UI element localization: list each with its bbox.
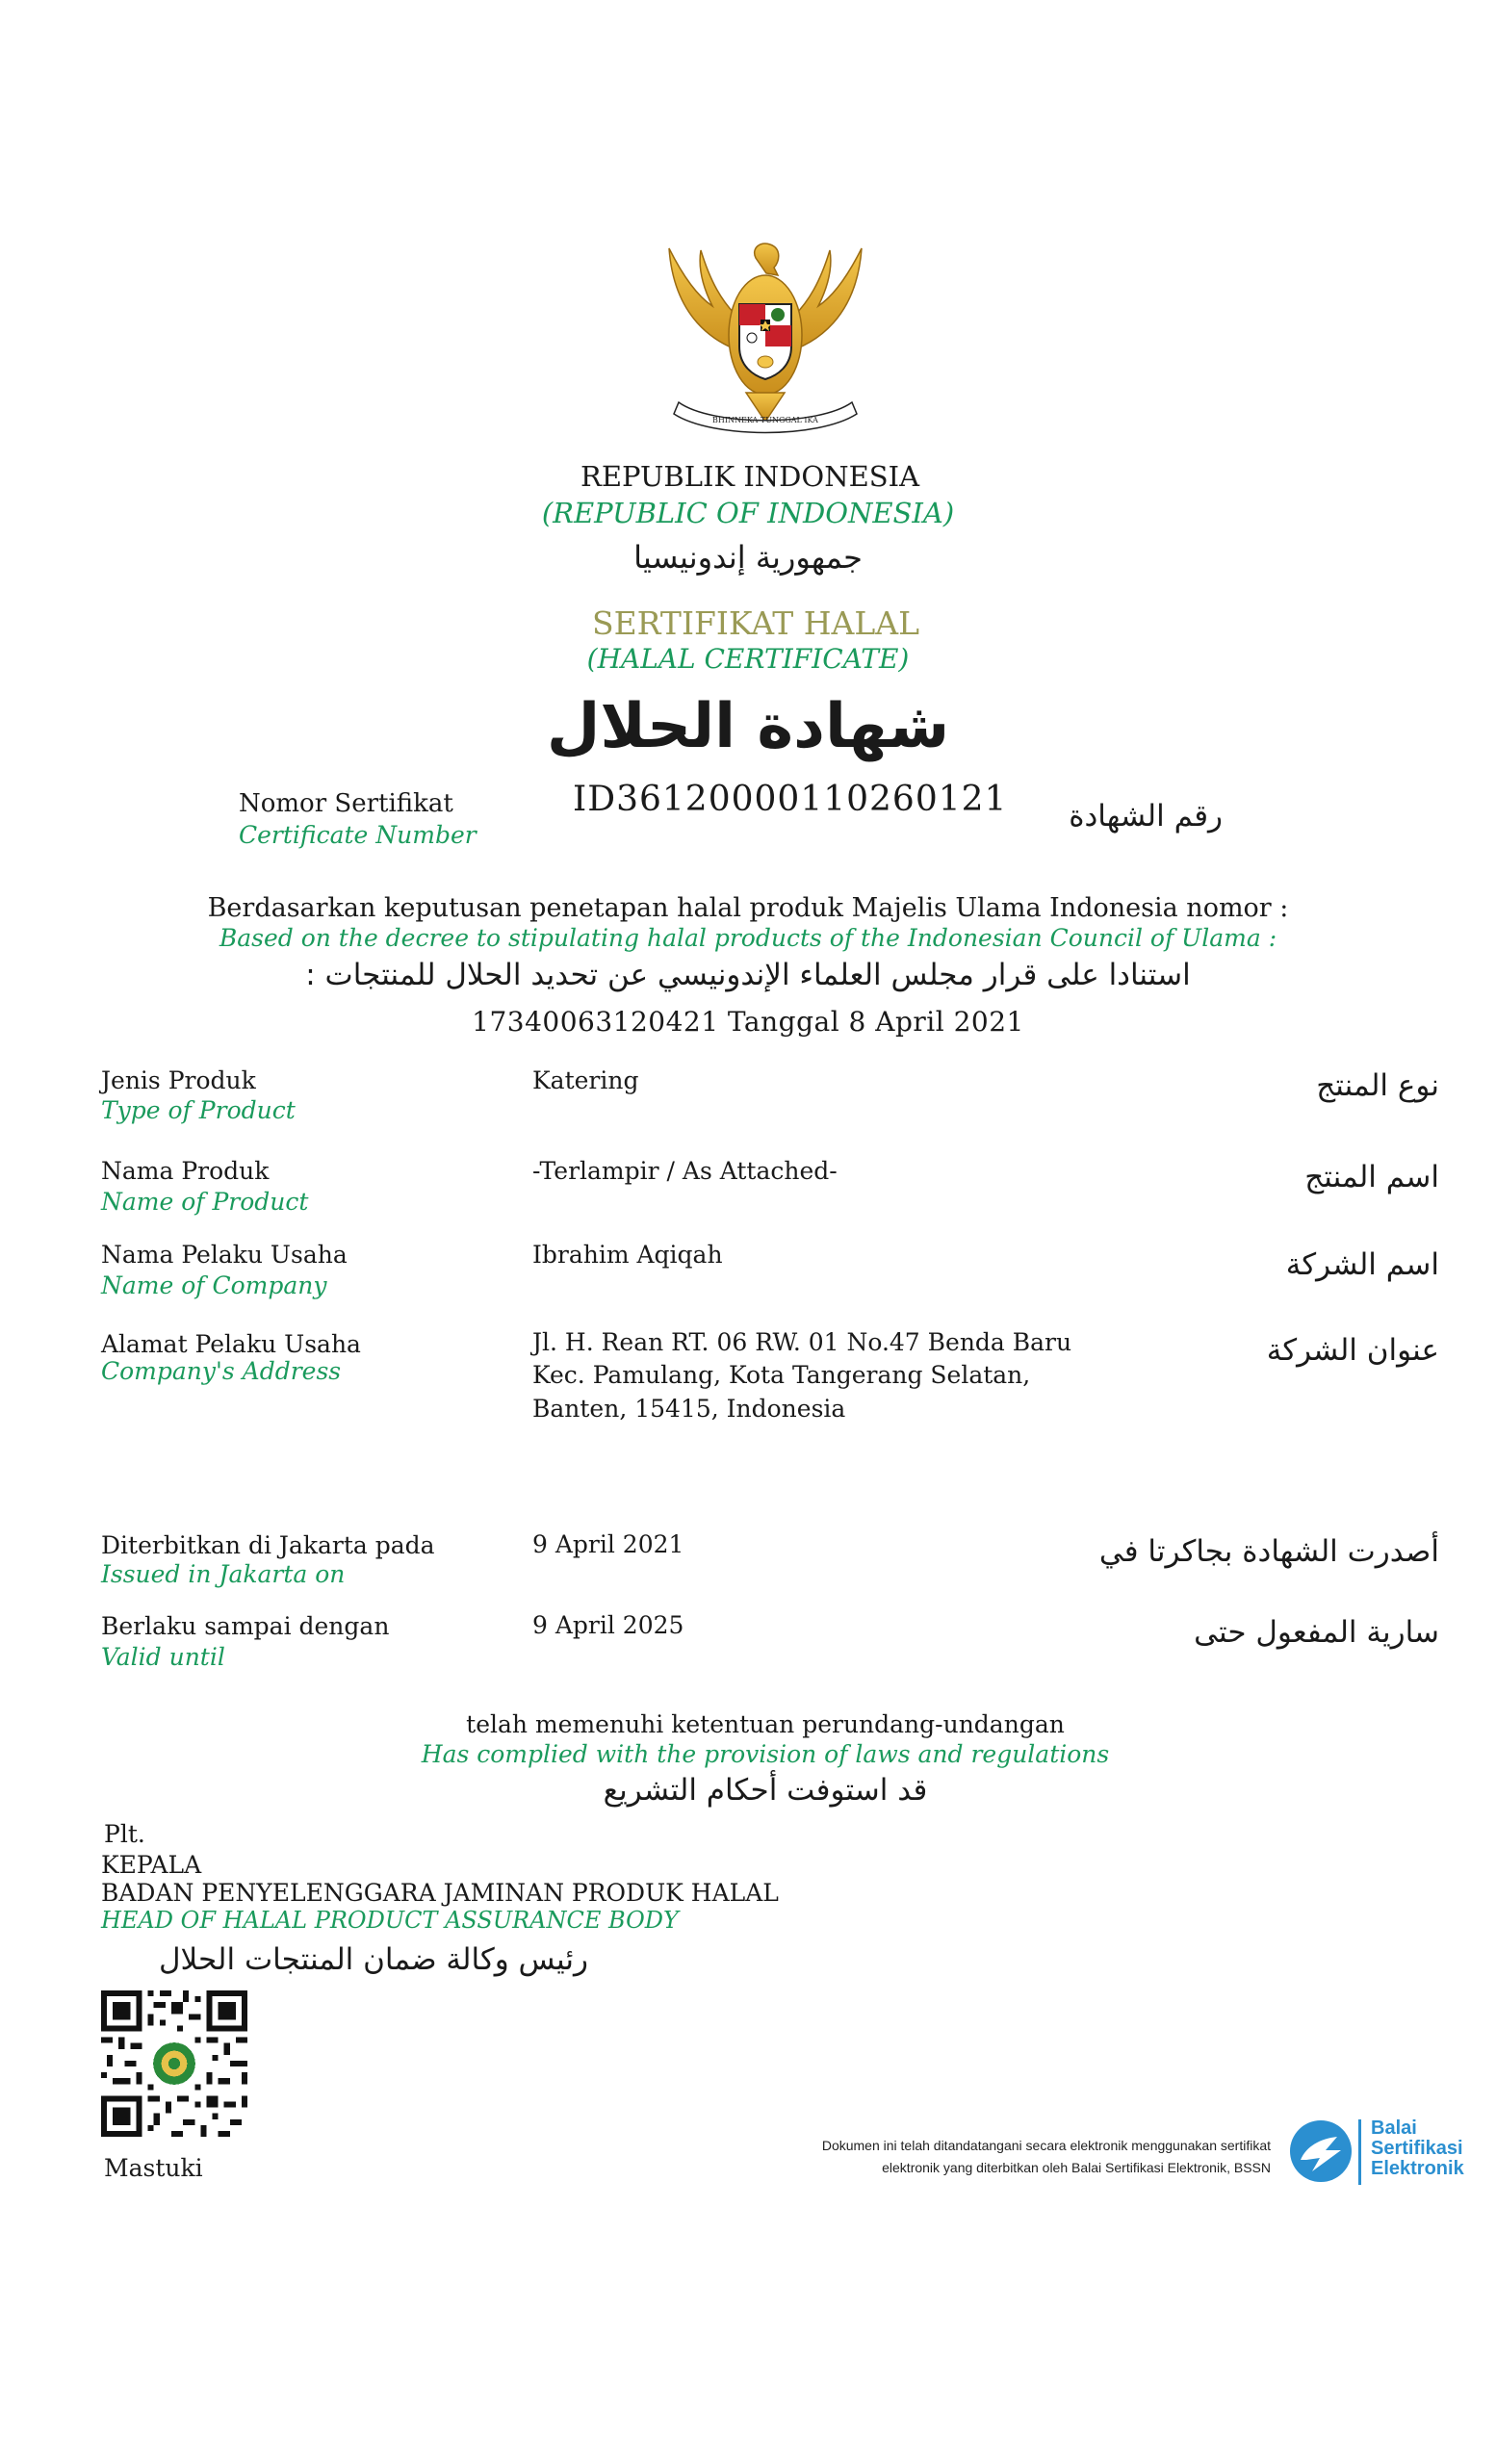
certificate-title-ar: شهادة الحلال — [546, 691, 950, 762]
garuda-emblem — [655, 239, 876, 446]
address-line: Banten, 15415, Indonesia — [532, 1395, 846, 1423]
signatory-name: Mastuki — [104, 2154, 203, 2182]
cert-number-label-ar: رقم الشهادة — [1069, 799, 1223, 834]
e-signature-note-line1: Dokumen ini telah ditandatangani secara elektronik menggunakan sertifikat — [821, 2138, 1271, 2153]
certificate-title-en: (HALAL CERTIFICATE) — [586, 643, 910, 675]
field-label: Nama Produk — [101, 1157, 270, 1185]
compliance-text-en: Has complied with the provision of laws and regulations — [421, 1740, 1110, 1768]
issued-label: Diterbitkan di Jakarta pada — [101, 1531, 435, 1559]
country-title-ar: جمهورية إندونيسيا — [633, 539, 863, 576]
country-title-en: (REPUBLIC OF INDONESIA) — [541, 497, 955, 529]
e-signature-note-line2: elektronik yang diterbitkan oleh Balai Sertifikasi Elektronik, BSSN — [882, 2160, 1271, 2175]
field-label: Jenis Produk — [101, 1066, 256, 1094]
emblem-motto: BHINNEKA TUNGGAL IKA — [712, 416, 818, 424]
field-label: Alamat Pelaku Usaha — [101, 1330, 361, 1358]
field-label-en: Type of Product — [101, 1096, 296, 1124]
field-value: -Terlampir / As Attached- — [532, 1157, 838, 1185]
field-label-en: Name of Company — [101, 1271, 327, 1299]
issued-label-ar: أصدرت الشهادة بجاكرتا في — [1098, 1534, 1439, 1569]
field-value: Katering — [532, 1066, 639, 1094]
field-value: Ibrahim Aqiqah — [532, 1241, 723, 1269]
compliance-text: telah memenuhi ketentuan perundang-undangan — [466, 1710, 1065, 1738]
bssn-divider — [1358, 2119, 1361, 2185]
certificate-title: SERTIFIKAT HALAL — [591, 604, 920, 642]
valid-label-en: Valid until — [101, 1643, 225, 1671]
compliance-text-ar: قد استوفت أحكام التشريع — [603, 1773, 928, 1808]
field-label-en: Company's Address — [101, 1357, 342, 1385]
valid-label-ar: سارية المفعول حتى — [1194, 1615, 1439, 1650]
decree-text-en: Based on the decree to stipulating halal products of the Indonesian Council of Ulama : — [219, 924, 1277, 952]
field-label-ar: اسم الشركة — [1285, 1247, 1439, 1282]
bssn-line: Sertifikasi — [1371, 2138, 1463, 2159]
bssn-line: Elektronik — [1371, 2158, 1464, 2179]
cert-number-label: Nomor Sertifikat — [239, 789, 453, 818]
address-line: Kec. Pamulang, Kota Tangerang Selatan, — [532, 1361, 1031, 1389]
field-label-en: Name of Product — [101, 1188, 309, 1216]
address-line: Jl. H. Rean RT. 06 RW. 01 No.47 Benda Baru — [532, 1328, 1072, 1356]
signatory-body-en: HEAD OF HALAL PRODUCT ASSURANCE BODY — [101, 1907, 679, 1934]
signatory-body-ar: رئيس وكالة ضمان المنتجات الحلال — [159, 1942, 589, 1977]
qr-code — [101, 1990, 247, 2137]
decree-text: Berdasarkan keputusan penetapan halal produk Majelis Ulama Indonesia nomor : — [207, 893, 1289, 923]
field-label-ar: اسم المنتج — [1304, 1160, 1439, 1194]
issued-label-en: Issued in Jakarta on — [101, 1560, 346, 1588]
valid-date: 9 April 2025 — [532, 1611, 684, 1639]
field-label-ar: عنوان الشركة — [1266, 1333, 1439, 1368]
decree-text-ar: استنادا على قرار مجلس العلماء الإندونيسي عن تحديد الحلال للمنتجات : — [305, 958, 1191, 992]
valid-label: Berlaku sampai dengan — [101, 1612, 390, 1640]
issued-date: 9 April 2021 — [532, 1530, 684, 1558]
signatory-kepala: KEPALA — [101, 1851, 202, 1879]
field-label-ar: نوع المنتج — [1316, 1068, 1439, 1103]
cert-number-label-en: Certificate Number — [239, 821, 477, 849]
cert-number-value: ID36120000110260121 — [573, 780, 1008, 819]
bssn-logo-icon — [1287, 2118, 1354, 2185]
country-title: REPUBLIK INDONESIA — [580, 460, 920, 493]
signatory-body: BADAN PENYELENGGARA JAMINAN PRODUK HALAL — [101, 1879, 779, 1907]
signatory-plt: Plt. — [104, 1820, 145, 1848]
field-label: Nama Pelaku Usaha — [101, 1241, 348, 1269]
bssn-logo-text — [1371, 2118, 1464, 2179]
bssn-line: Balai — [1371, 2118, 1417, 2139]
decree-number: 17340063120421 Tanggal 8 April 2021 — [472, 1006, 1024, 1038]
